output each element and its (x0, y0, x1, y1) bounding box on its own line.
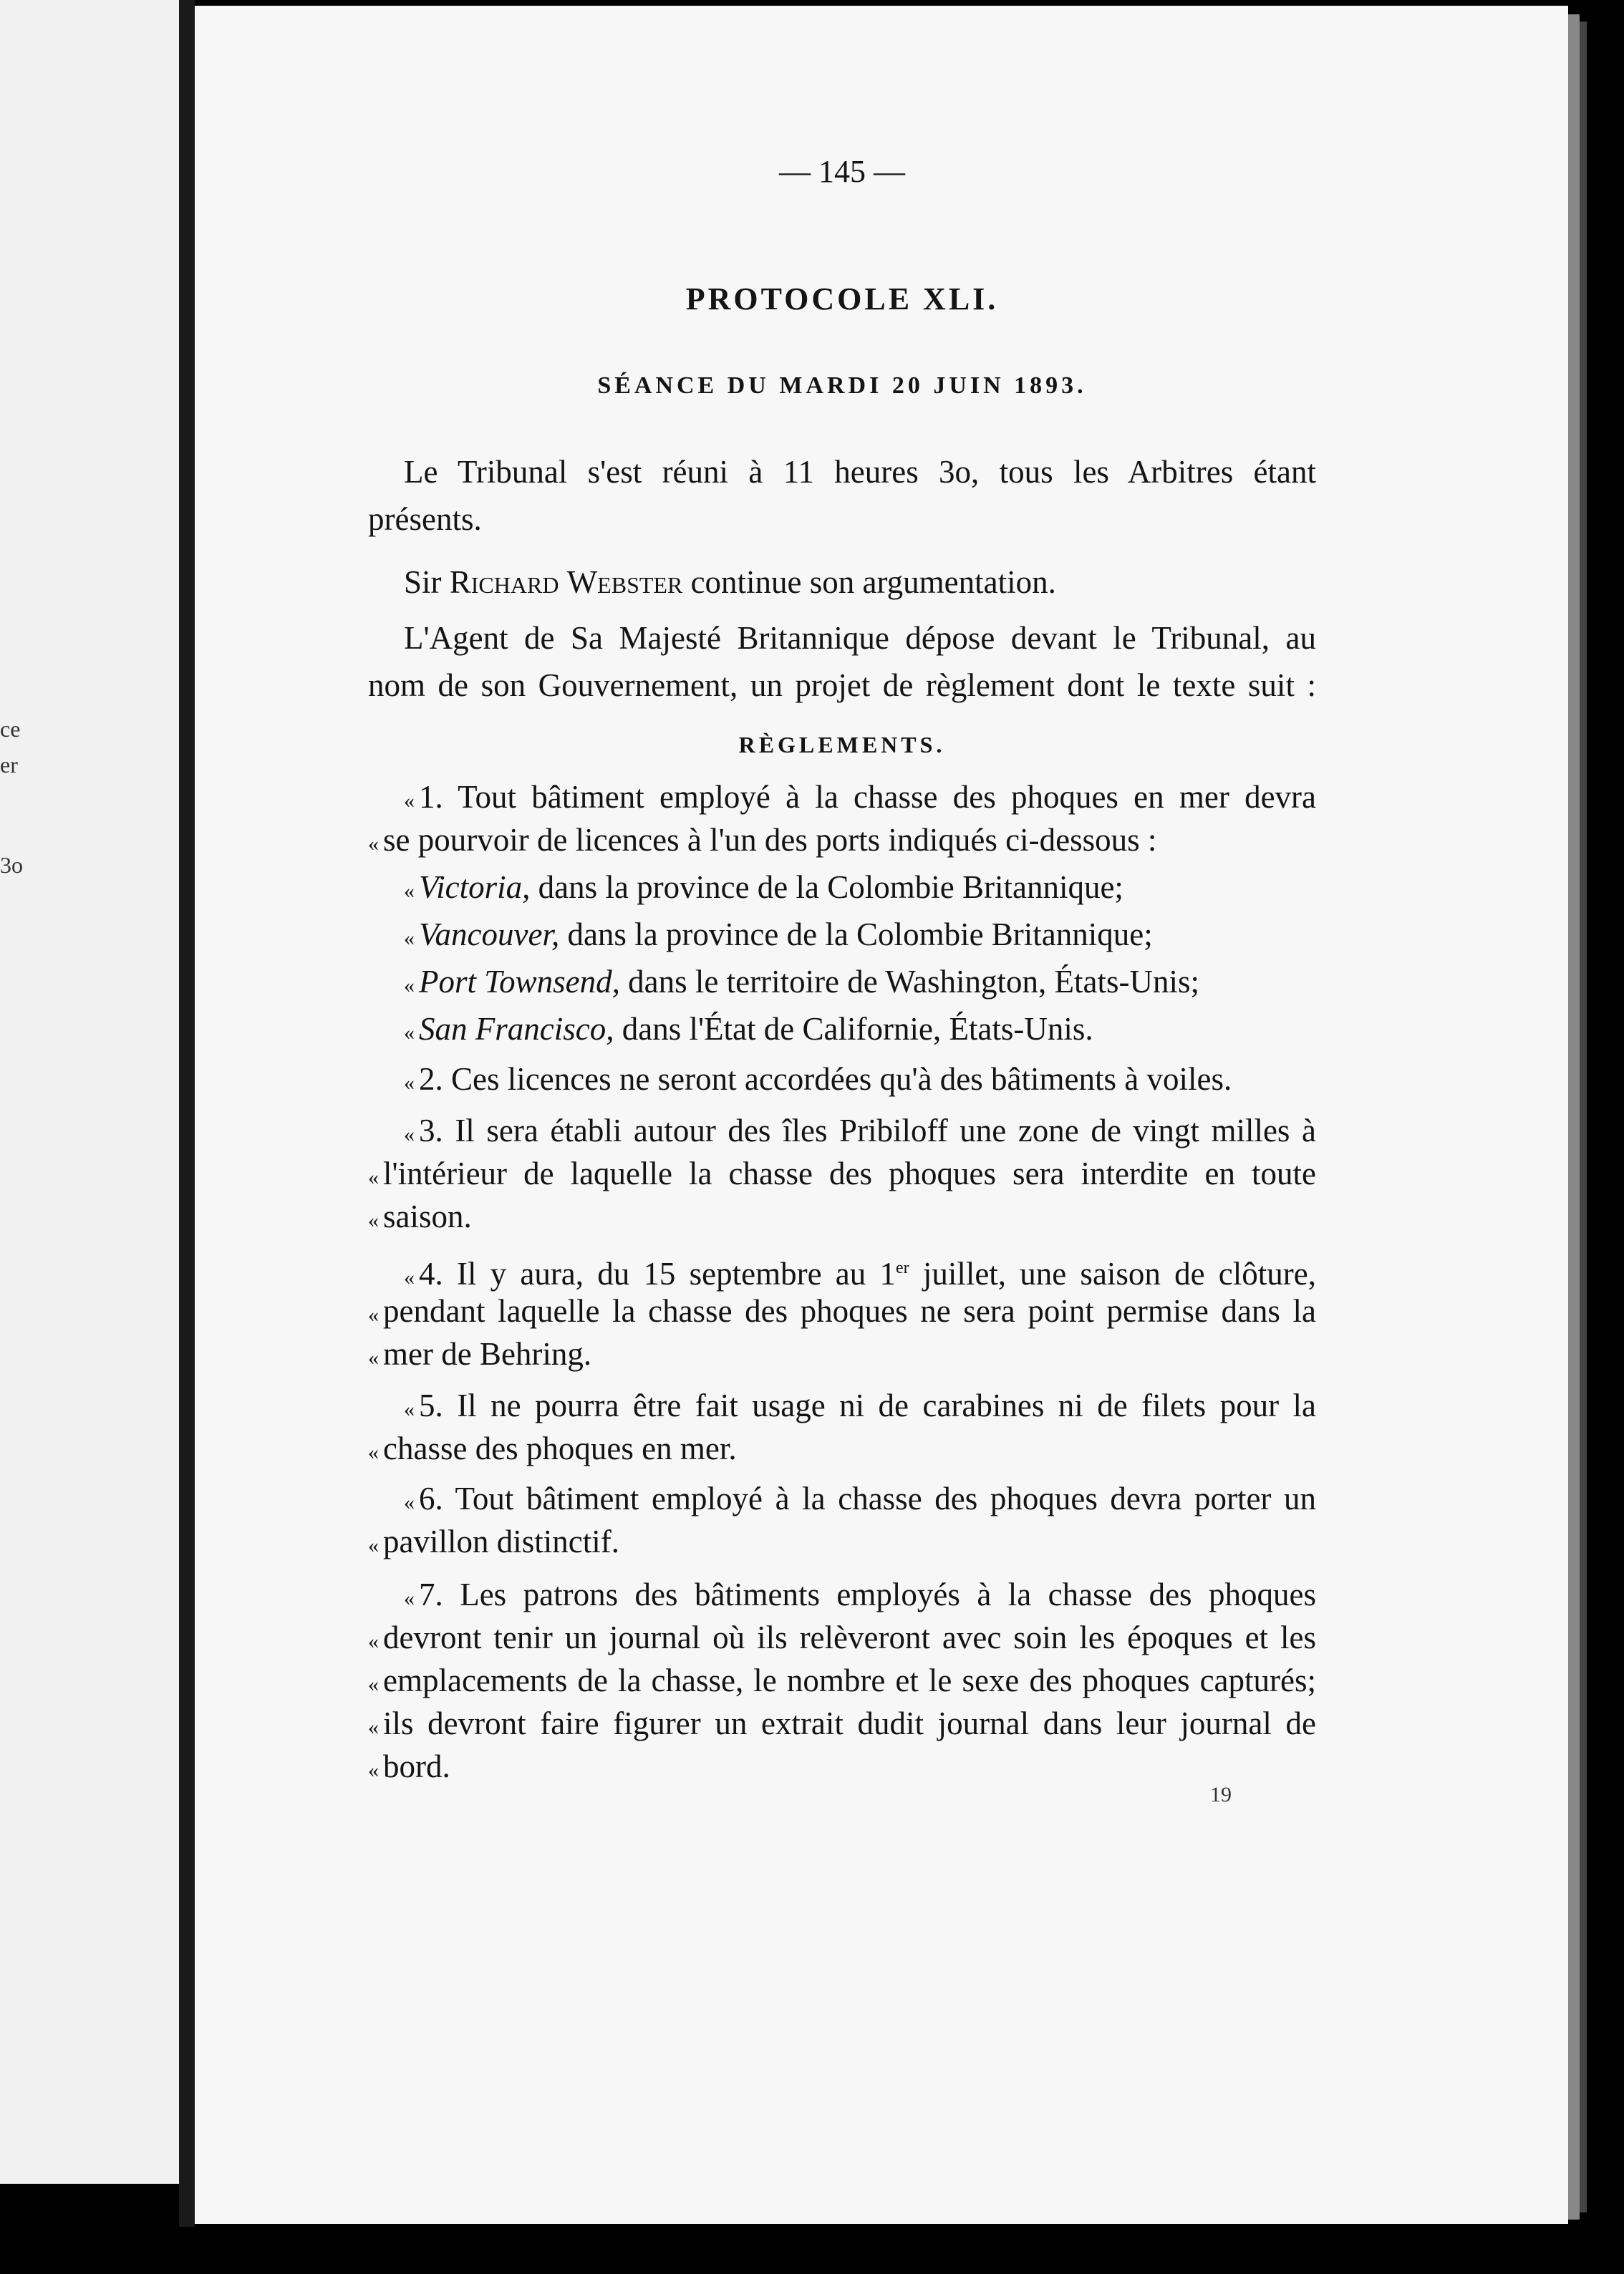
rule-4-line: « 4. Il y aura, du 15 septembre au 1er juillet, une saison de clôture, (404, 1256, 1316, 1292)
rule-3-line: « saison. (368, 1199, 472, 1234)
rule-1-line: « 1. Tout bâtiment employé à la chasse des phoques en mer devra (404, 779, 1316, 815)
rule-4-line: « mer de Behring. (368, 1336, 592, 1372)
rule-5-line: « 5. Il ne pourra être fait usage ni de carabines ni de filets pour la (404, 1388, 1316, 1423)
rule-1-line: « se pourvoir de licences à l'un des ports indiqués ci-dessous : (368, 822, 1157, 858)
rule-3-line: « l'intérieur de laquelle la chasse des phoques sera interdite en toute (368, 1156, 1316, 1191)
port-line: « San Francisco, dans l'État de Californie, États-Unis. (404, 1011, 1093, 1047)
rule-7-line: « bord. (368, 1748, 450, 1784)
signature-mark: 19 (1210, 1783, 1232, 1806)
rule-5-line: « chasse des phoques en mer. (368, 1431, 737, 1466)
protocol-title: PROTOCOLE XLI. (685, 281, 999, 316)
rule-7-line: « devront tenir un journal où ils relèveront avec soin les époques et les (368, 1620, 1316, 1655)
margin-fragment: 3o (0, 852, 23, 878)
port-line: « Port Townsend, dans le territoire de Washington, États-Unis; (404, 964, 1200, 1000)
paragraph-line: Le Tribunal s'est réuni à 11 heures 3o, tous les Arbitres étant (404, 454, 1316, 490)
paragraph-line: Sir Richard Webster continue son argumentation. (404, 564, 1056, 600)
rule-7-line: « ils devront faire figurer un extrait dudit journal dans leur journal de (368, 1706, 1316, 1741)
reglements-heading: RÈGLEMENTS. (738, 732, 946, 758)
port-line: « Victoria, dans la province de la Colombie Britannique; (404, 869, 1123, 905)
rule-3-line: « 3. Il sera établi autour des îles Pribiloff une zone de vingt milles à (404, 1113, 1316, 1148)
speaker-name: Richard (449, 564, 559, 600)
paragraph-line: L'Agent de Sa Majesté Britannique dépose devant le Tribunal, au (404, 620, 1316, 656)
page-edge-shadow (1580, 21, 1587, 2212)
port-line: « Vancouver, dans la province de la Colombie Britannique; (404, 916, 1153, 952)
rule-7-line: « emplacements de la chasse, le nombre et le sexe des phoques capturés; (368, 1663, 1316, 1698)
margin-fragment: er (0, 752, 18, 778)
margin-fragment: ce (0, 716, 21, 742)
session-heading: SÉANCE DU MARDI 20 JUIN 1893. (597, 372, 1087, 399)
facing-page (0, 0, 179, 2184)
paragraph-line: nom de son Gouvernement, un projet de règlement dont le texte suit : (368, 667, 1316, 703)
rule-2-line: « 2. Ces licences ne seront accordées qu'à des bâtiments à voiles. (404, 1061, 1232, 1097)
paragraph-line: présents. (368, 501, 482, 537)
page-number: — 145 — (779, 154, 905, 189)
page-edge (1568, 14, 1580, 2220)
rule-6-line: « 6. Tout bâtiment employé à la chasse des phoques devra porter un (404, 1481, 1316, 1516)
speaker-surname: Webster (566, 564, 683, 600)
rule-7-line: « 7. Les patrons des bâtiments employés à la chasse des phoques (404, 1577, 1316, 1612)
rule-4-line: « pendant laquelle la chasse des phoques ne sera point permise dans la (368, 1293, 1316, 1329)
book-gutter (179, 0, 195, 2227)
rule-6-line: « pavillon distinctif. (368, 1524, 619, 1559)
